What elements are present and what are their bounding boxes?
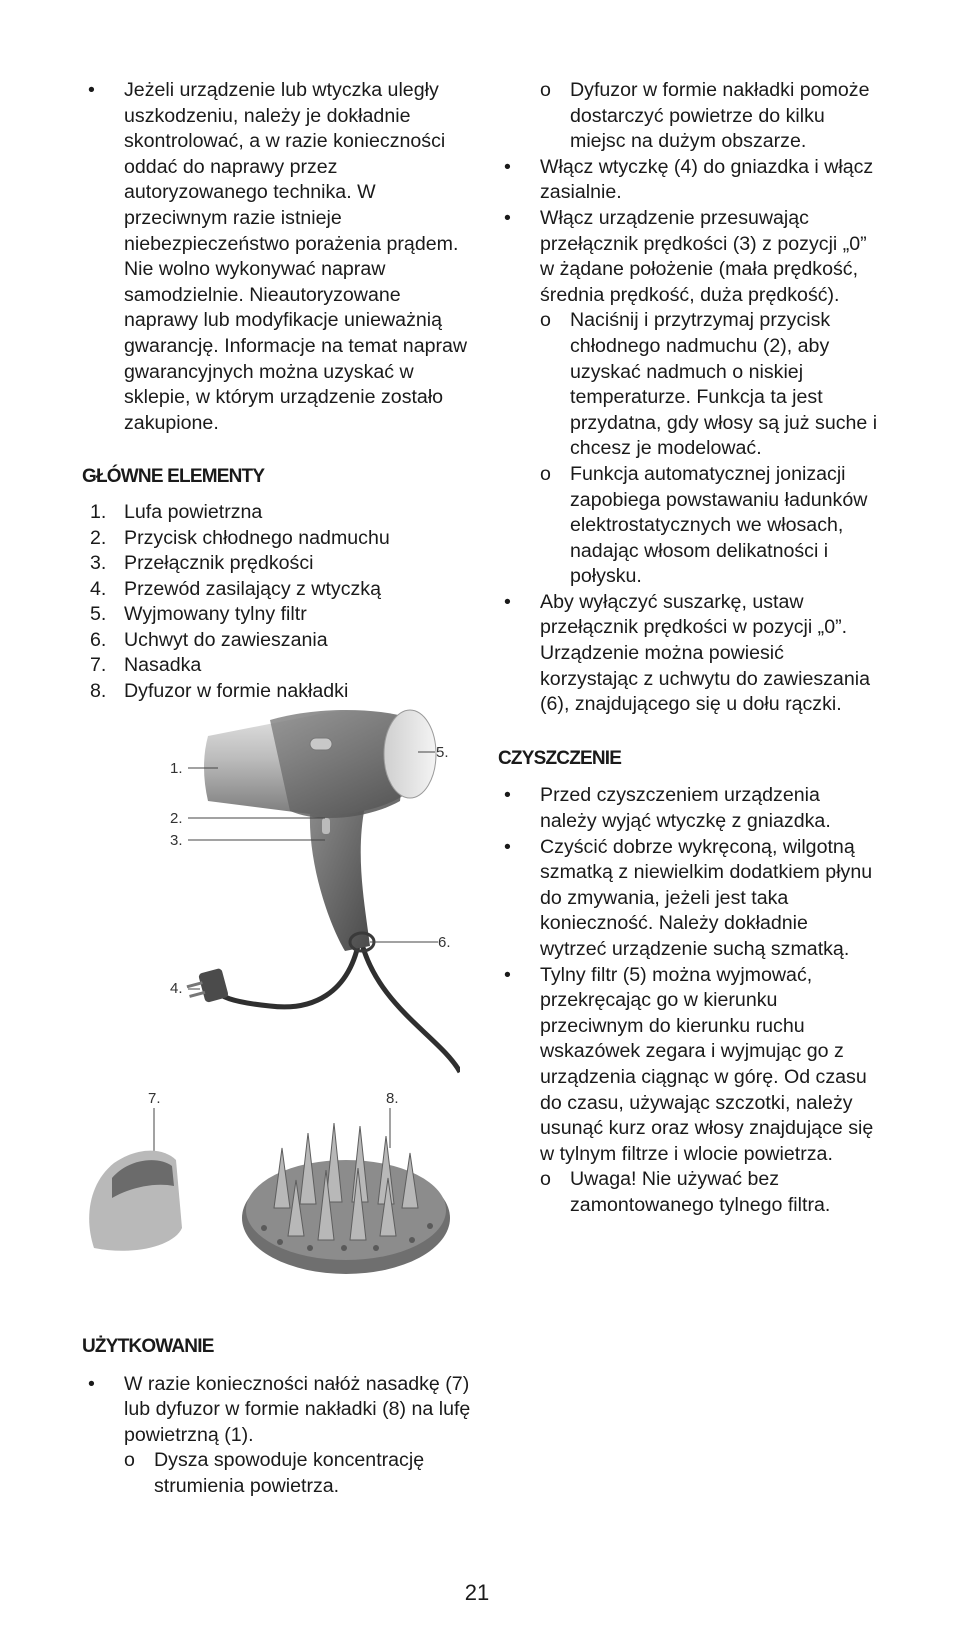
usage-sub-text: Dysza spowoduje koncentrację strumienia powietrza. [154, 1449, 425, 1497]
sub-mark: o [540, 79, 551, 101]
cord [215, 936, 360, 1007]
usage-bullet-text: W razie konieczności nałóż nasadkę (7) lub dyfuzor w formie nakładki (8) na lufę powietrzną (1). [124, 1372, 471, 1446]
clean-text-3: Tylny filtr (5) można wyjmować, przekręcając go w kierunku przeciwnym do kierunku ruchu wskazówek zegara i wyjmując go z urządzenia ciągnąc w górę. Od czasu do czasu, używając szczotki, należy usunąć kurz oraz włosy znajdujące się w tylnym filtrze i wlocie powietrza. [540, 963, 874, 1165]
parts-item-label: Wyjmowany tylny filtr [124, 603, 307, 626]
usage-section [82, 1334, 472, 1500]
bullet-mark: • [504, 206, 511, 229]
clean-bullet-3 [498, 963, 878, 1219]
parts-item [82, 500, 472, 526]
speed-switch [322, 818, 330, 834]
nozzle-illustration [84, 1108, 194, 1258]
left-column [82, 78, 472, 705]
plug [184, 968, 228, 1007]
sub-mark: o [540, 309, 551, 332]
usage-sub-bullet [124, 1448, 472, 1499]
parts-item-number: 3. [90, 552, 107, 575]
rear-filter [384, 710, 436, 798]
parts-item-label: Przewód zasilający z wtyczką [124, 577, 381, 600]
switch-text: Włącz urządzenie przesuwając przełącznik prędkości (3) z pozycji „0” w żądane położenie (mała prędkość, średnia prędkość, duża prędkość). [540, 206, 867, 306]
page-number: 21 [464, 1580, 490, 1605]
bullet-mark: • [88, 79, 95, 101]
bullet-mark: • [504, 590, 511, 613]
ion-sub-bullet [540, 462, 878, 590]
sub-mark: o [124, 1449, 135, 1472]
clean-bullet-1 [498, 783, 878, 834]
diffuser-sub-wrapper [498, 78, 878, 155]
bullet-mark: • [88, 1372, 95, 1395]
parts-item [82, 551, 472, 577]
parts-list [82, 500, 472, 705]
callout-2: 2. [170, 810, 183, 827]
clean-text-1: Przed czyszczeniem urządzenia należy wyjąć wtyczkę z gniazdka. [540, 784, 831, 833]
cool-sub-text: Naciśnij i przytrzymaj przycisk chłodnego nadmuchu (2), aby uzyskać nadmuch o niskiej temperaturze. Funkcja ta jest przydatna, gdy włosy są już suche i chcesz je modelować. [570, 309, 878, 460]
clean-sub-text: Uwaga! Nie używać bez zamontowanego tylnego filtra. [570, 1168, 831, 1216]
parts-item [82, 679, 472, 705]
parts-item [82, 577, 472, 603]
plug-text: Włącz wtyczkę (4) do gniazdka i włącz zasialnie. [540, 155, 874, 204]
parts-item-label: Dyfuzor w formie nakładki [124, 680, 349, 703]
parts-item-label: Nasadka [124, 654, 202, 677]
callout-7: 7. [148, 1090, 161, 1107]
parts-item-label: Lufa powietrzna [124, 500, 263, 523]
sub-mark: o [540, 1168, 551, 1191]
parts-item-number: 7. [90, 654, 107, 677]
bullet-mark: • [504, 155, 511, 178]
parts-item-number: 6. [90, 628, 107, 651]
callout-3: 3. [170, 832, 183, 849]
parts-item-number: 2. [90, 526, 107, 549]
warning-bullet [82, 78, 472, 436]
clean-text-2: Czyścić dobrze wykręconą, wilgotną szmatką z niewielkim dodatkiem płynu do zmywania, jeżeli jest taka konieczność. Należy dokładnie wytrzeć urządzenie suchą szmatką. [540, 835, 873, 960]
handle [310, 806, 370, 951]
bullet-mark: • [504, 835, 511, 858]
parts-item-number: 8. [90, 680, 107, 703]
parts-item-label: Przycisk chłodnego nadmuchu [124, 526, 390, 549]
bullet-mark: • [504, 963, 511, 986]
clean-bullet-2 [498, 835, 878, 963]
parts-item [82, 526, 472, 552]
diffuser-sub-text: Dyfuzor w formie nakładki pomoże dostarczyć powietrze do kilku miejsc na dużym obszarze. [570, 79, 870, 153]
callout-8: 8. [386, 1090, 399, 1107]
callout-1: 1. [170, 760, 183, 777]
cord-tail [360, 936, 460, 1072]
cool-sub-bullet [540, 308, 878, 462]
usage-heading: UŻYTKOWANIE [82, 1336, 214, 1357]
callout-5: 5. [436, 744, 449, 761]
callout-6: 6. [438, 934, 451, 951]
parts-item [82, 653, 472, 679]
usage-bullet [82, 1372, 472, 1500]
plug-bullet [498, 155, 878, 206]
cleaning-heading: CZYSZCZENIE [498, 747, 622, 769]
parts-item-number: 1. [90, 500, 107, 523]
right-column [498, 78, 878, 1219]
parts-item-number: 4. [90, 577, 107, 600]
hair-dryer-illustration [160, 706, 460, 1076]
diffuser-sub-bullet [540, 78, 878, 155]
diffuser-illustration [234, 1108, 454, 1288]
switch-bullet [498, 206, 878, 590]
clean-sub-bullet [540, 1167, 878, 1218]
parts-item [82, 628, 472, 654]
parts-item-number: 5. [90, 603, 107, 626]
cool-shot-button [310, 738, 332, 750]
parts-item [82, 602, 472, 628]
sub-mark: o [540, 462, 551, 485]
warning-text: Jeżeli urządzenie lub wtyczka uległy uszkodzeniu, należy je dokładnie skontrolować, a w razie konieczności oddać do naprawy przez autoryzowanego technika. W przeciwnym razie istnieje niebezpieczeństwo porażenia prądem. Nie wolno wykonywać napraw samodzielnie. Nieautoryzowane naprawy lub modyfikacje unieważnią gwarancję. Informacje na temat napraw gwarancyjnych można uzyskać w sklepie, w którym urządzenie zostało zakupione. [124, 79, 468, 434]
off-bullet [498, 590, 878, 718]
callout-4: 4. [170, 980, 183, 997]
bullet-mark: • [504, 784, 511, 807]
parts-heading: GŁÓWNE ELEMENTY [82, 466, 265, 488]
parts-item-label: Przełącznik prędkości [124, 552, 314, 575]
ion-sub-text: Funkcja automatycznej jonizacji zapobiega powstawaniu ładunków elektrostatycznych we włosach, nadając włosom delikatności i połysku. [570, 462, 868, 588]
parts-item-label: Uchwyt do zawieszania [124, 628, 328, 651]
off-text: Aby wyłączyć suszarkę, ustaw przełącznik prędkości w pozycji „0”. Urządzenie można powiesić korzystając z uchwytu do zawieszania (6), znajdującego się u dołu rączki. [540, 590, 870, 716]
